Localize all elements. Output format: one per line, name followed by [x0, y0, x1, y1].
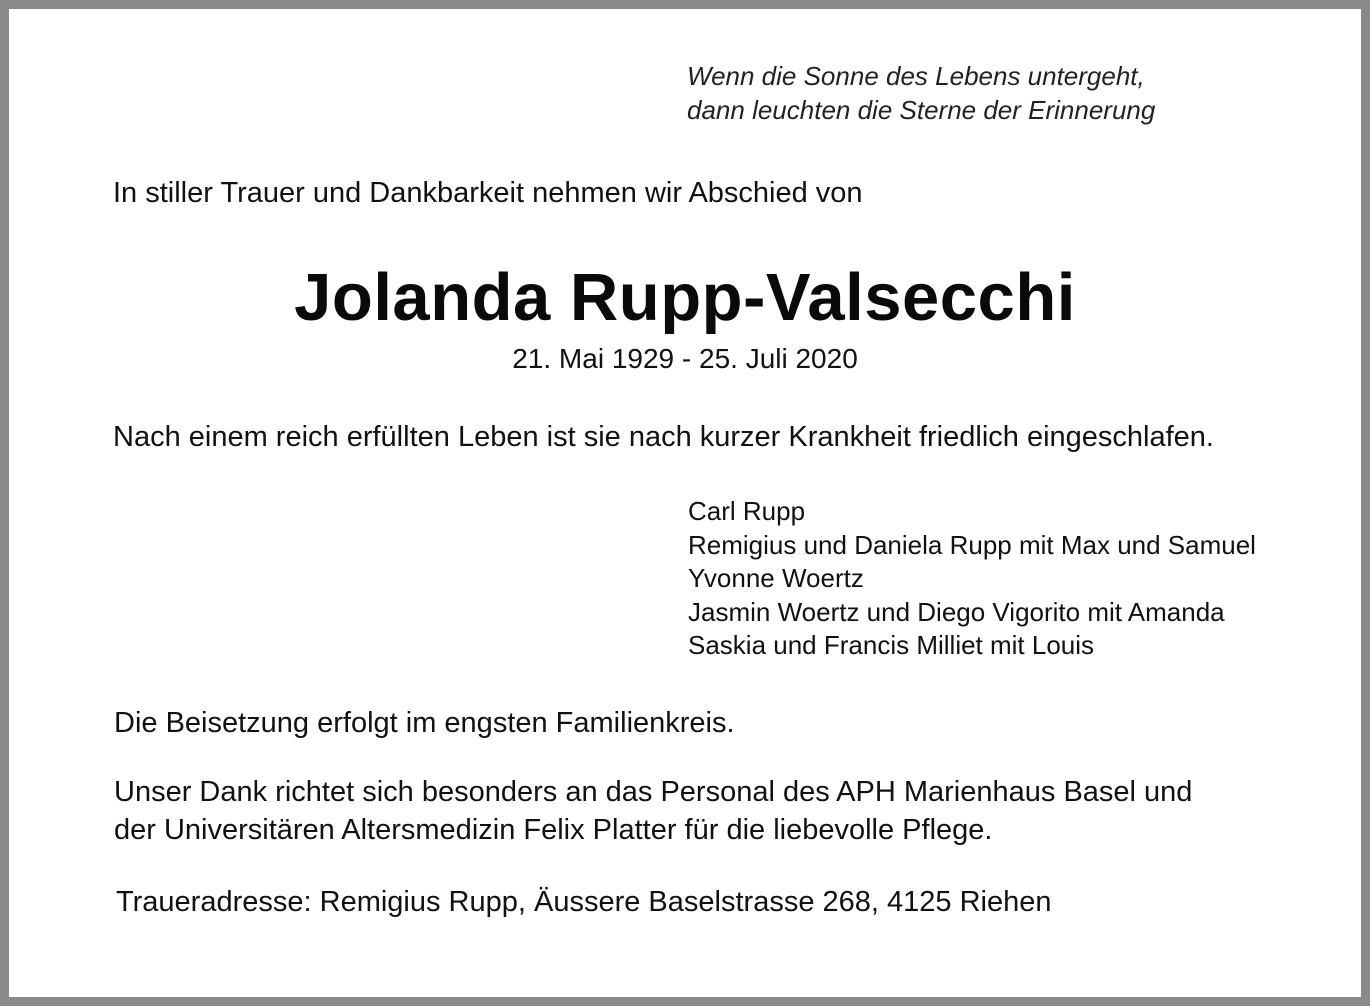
motto-quote — [687, 59, 1155, 127]
mourner-item: Yvonne Woertz — [688, 563, 864, 593]
mourner-item: Remigius und Daniela Rupp mit Max und Samuel — [688, 529, 1256, 560]
mourner-item: Carl Rupp — [688, 496, 806, 526]
thanks-line-1: Unser Dank richtet sich besonders an das Personal des APH Marienhaus Basel und — [114, 776, 1193, 808]
deceased-name: Jolanda Rupp-Valsecchi — [294, 260, 1076, 335]
motto-line-1: Wenn die Sonne des Lebens untergeht, — [687, 61, 1145, 91]
mourner-item: Jasmin Woertz und Diego Vigorito mit Amanda — [688, 596, 1225, 627]
mourner-item: Saskia und Francis Milliet mit Louis — [688, 630, 1095, 660]
life-dates: 21. Mai 1929 - 25. Juli 2020 — [512, 343, 858, 374]
thanks-line-2: der Universitären Altersmedizin Felix Platter für die liebevolle Pflege. — [114, 814, 993, 846]
mourning-address: Traueradresse: Remigius Rupp, Äussere Baselstrasse 268, 4125 Riehen — [116, 886, 1052, 918]
thanks-note — [114, 773, 1254, 849]
obituary-page — [9, 9, 1361, 997]
mourners-list — [688, 495, 1256, 663]
intro-text: In stiller Trauer und Dankbarkeit nehmen wir Abschied von — [113, 177, 863, 209]
burial-note: Die Beisetzung erfolgt im engsten Familienkreis. — [114, 707, 735, 739]
motto-line-2: dann leuchten die Sterne der Erinnerung — [687, 95, 1156, 125]
passing-text: Nach einem reich erfüllten Leben ist sie nach kurzer Krankheit friedlich eingeschlafen. — [113, 421, 1214, 453]
